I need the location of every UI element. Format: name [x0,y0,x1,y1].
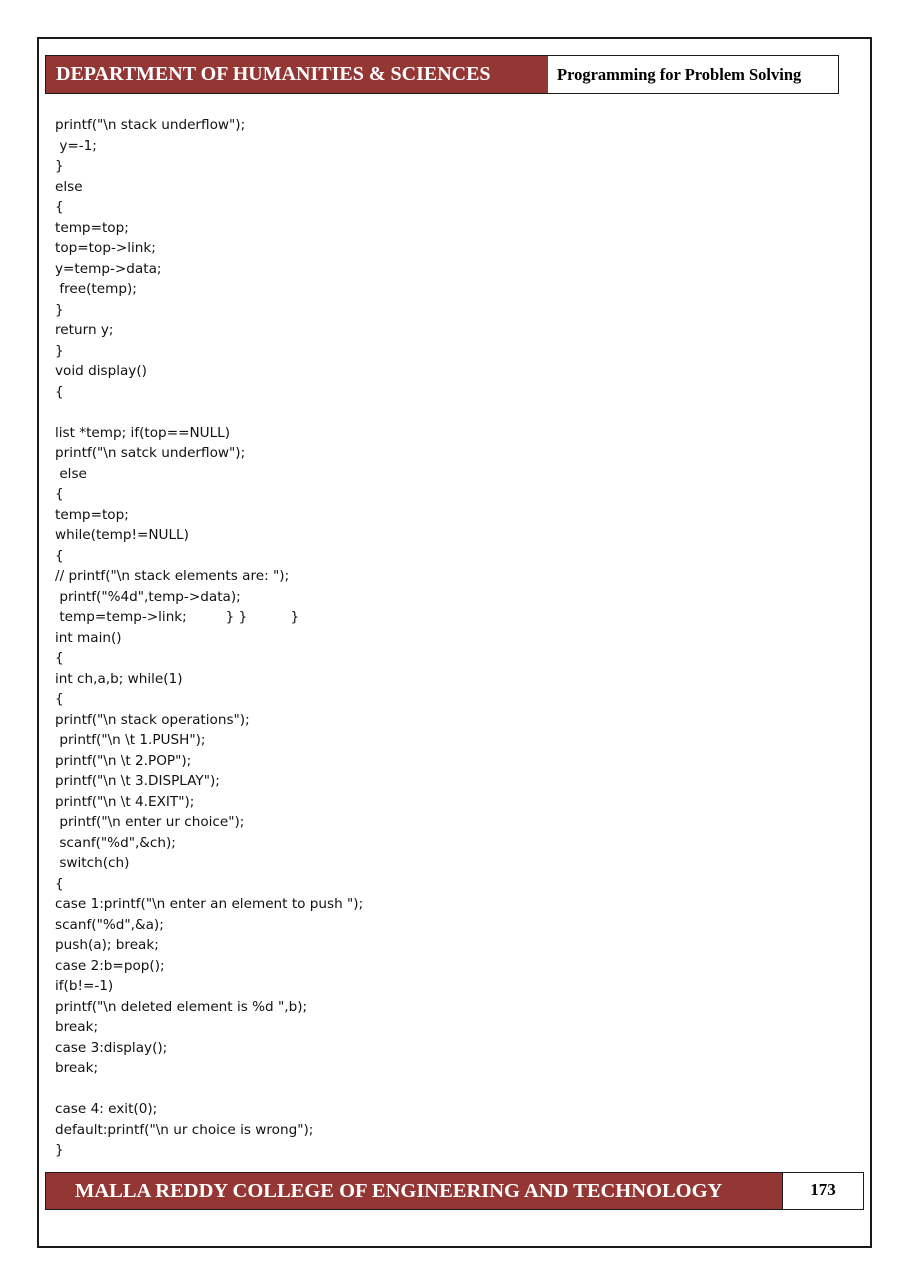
code-line: printf("\n \t 3.DISPLAY"); [55,773,220,789]
code-line: { [55,547,64,564]
code-line: { [55,691,64,707]
code-line: printf("\n stack underflow"); [55,117,246,133]
code-line: printf("\n stack operations"); [55,711,250,728]
code-line: temp=top; [55,219,129,236]
code-line: } [55,342,64,359]
code-line: printf("\n satck underflow"); [55,445,246,461]
code-line: } [55,301,64,318]
page-header [45,55,839,94]
code-line: case 2:b=pop(); [55,957,165,974]
code-line: case 1:printf("\n enter an element to push "); [55,896,364,912]
code-line: top=top->link; [55,240,156,256]
code-line: y=temp->data; [55,260,162,277]
code-line: while(temp!=NULL) [55,527,189,543]
code-line: y=-1; [55,137,97,154]
code-line: break; [55,1060,99,1076]
code-line: break; [55,1019,99,1035]
page-footer [45,1172,864,1210]
code-line: printf("\n \t 2.POP"); [55,752,192,769]
code-line: scanf("%d",&ch); [55,834,176,851]
subject-title: Programming for Problem Solving [548,56,838,93]
code-line: { [55,650,64,666]
code-line: case 4: exit(0); [55,1101,158,1117]
code-line: push(a); break; [55,937,159,953]
code-line: { [55,875,64,892]
code-line: list *temp; if(top==NULL) [55,424,231,441]
code-line: switch(ch) [55,855,130,871]
code-line: // printf("\n stack elements are: "); [55,568,290,584]
code-listing [55,115,835,1161]
code-line: scanf("%d",&a); [55,916,164,933]
code-line: return y; [55,322,114,338]
code-line: { [55,486,64,502]
code-line: { [55,199,64,215]
code-line: else [55,465,87,482]
college-name: MALLA REDDY COLLEGE OF ENGINEERING AND TECHNOLOGY [46,1173,782,1209]
code-line: } [55,1142,64,1158]
code-line: void display() [55,363,147,379]
code-line: printf("\n \t 4.EXIT"); [55,793,195,810]
page-number: 173 [782,1173,863,1209]
code-line: else [55,178,83,195]
code-line [55,1079,835,1100]
code-line: case 3:display(); [55,1039,168,1056]
code-line: temp=top; [55,506,129,523]
code-line [55,402,835,423]
department-title: DEPARTMENT OF HUMANITIES & SCIENCES [46,56,548,93]
code-line: int main() [55,629,122,646]
code-line: } [55,158,64,174]
code-line: printf("%4d",temp->data); [55,588,241,605]
code-line: default:printf("\n ur choice is wrong"); [55,1121,314,1138]
code-line: printf("\n enter ur choice"); [55,814,245,830]
code-line: free(temp); [55,281,137,297]
code-line: { [55,383,64,400]
code-line: printf("\n deleted element is %d ",b); [55,998,308,1015]
code-line: temp=temp->link; } } } [55,609,300,625]
code-line: if(b!=-1) [55,978,114,994]
code-line: int ch,a,b; while(1) [55,670,183,687]
code-line: printf("\n \t 1.PUSH"); [55,732,206,748]
